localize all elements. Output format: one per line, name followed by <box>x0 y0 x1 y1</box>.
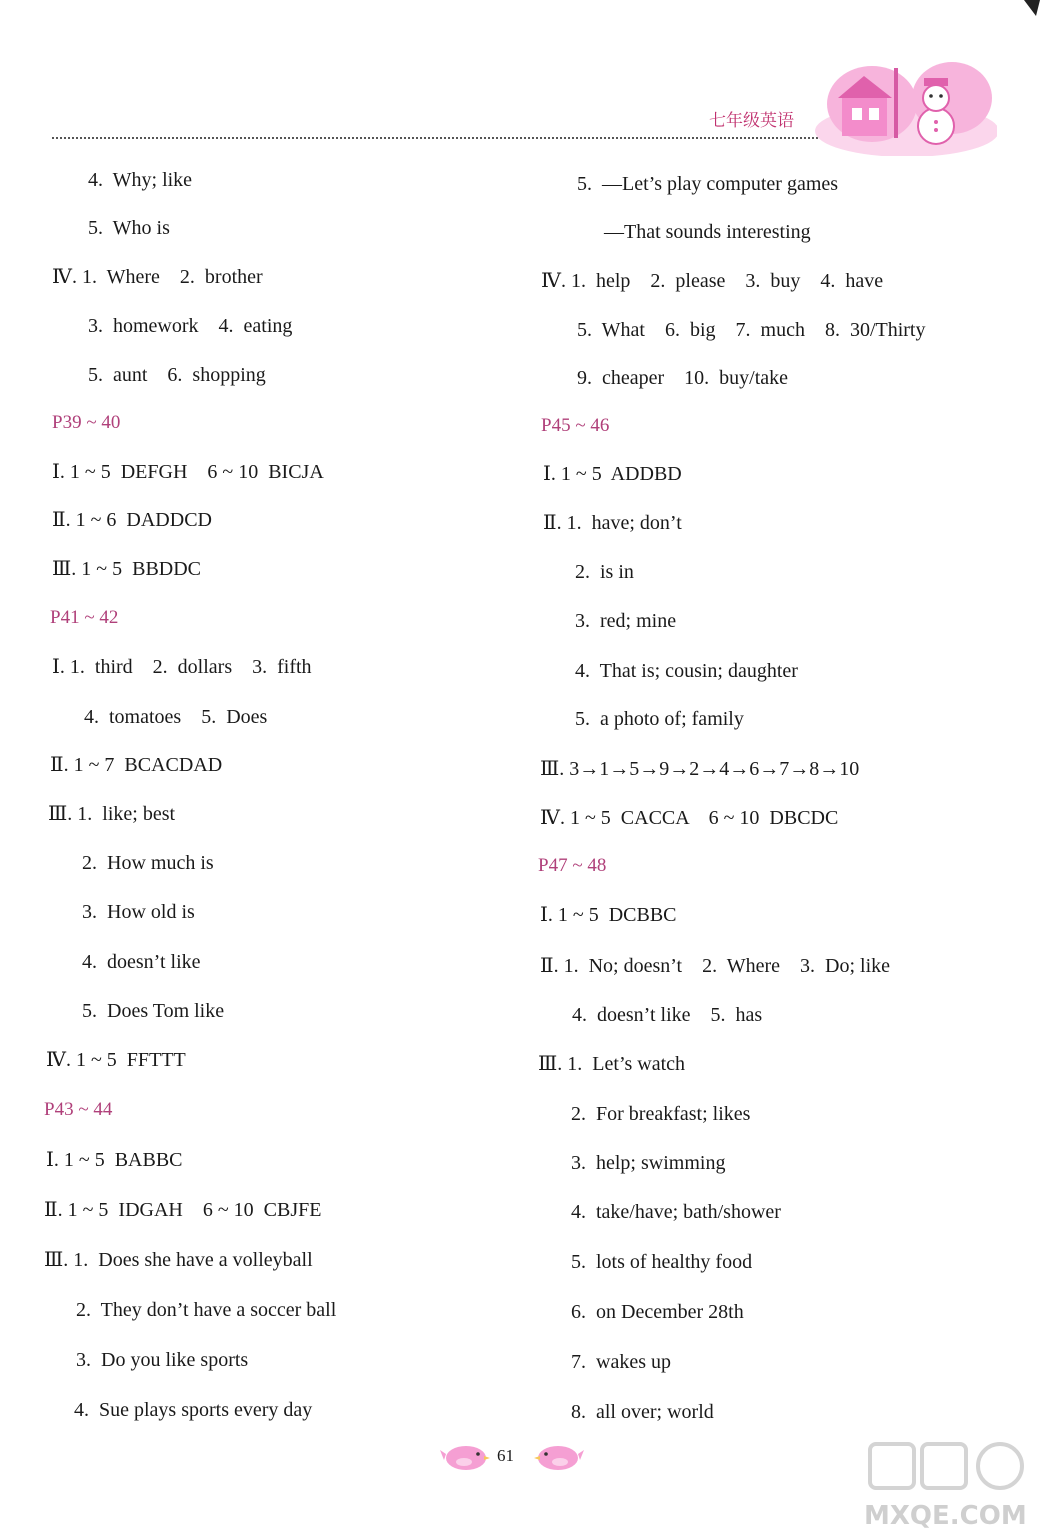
answer-line: Ⅰ. 1 ~ 5 ADDBD <box>543 463 682 485</box>
section-heading: P45 ~ 46 <box>541 415 610 436</box>
watermark-logo-icon <box>860 1440 1040 1532</box>
answer-line: 5. What 6. big 7. much 8. 30/Thirty <box>577 319 926 341</box>
header-dotted-rule <box>52 137 818 139</box>
answer-line: Ⅲ. 1. Let’s watch <box>538 1053 686 1075</box>
answer-line: Ⅱ. 1. have; don’t <box>543 512 682 534</box>
answer-line: 9. cheaper 10. buy/take <box>577 367 789 389</box>
answer-line: 2. is in <box>575 561 634 583</box>
answer-line: 2. They don’t have a soccer ball <box>76 1299 337 1321</box>
answer-line: 5. lots of healthy food <box>571 1251 753 1273</box>
answer-line: 4. Why; like <box>88 169 193 191</box>
answer-line: 3. Do you like sports <box>76 1349 249 1371</box>
answer-line: 4. tomatoes 5. Does <box>84 706 268 728</box>
answer-line: 3. homework 4. eating <box>88 315 293 337</box>
answer-line: 6. on December 28th <box>571 1301 744 1323</box>
watermark-text: MXQE.COM <box>864 1501 1027 1531</box>
answer-line: Ⅰ. 1 ~ 5 DEFGH 6 ~ 10 BICJA <box>52 461 324 483</box>
page-number: 61 <box>497 1446 514 1465</box>
header-title: 七年级英语 <box>709 111 794 131</box>
answer-line: Ⅰ. 1 ~ 5 DCBBC <box>540 904 677 926</box>
answer-line: 4. doesn’t like <box>82 951 201 973</box>
answer-line: 4. Sue plays sports every day <box>74 1399 313 1421</box>
section-heading: P41 ~ 42 <box>50 607 119 628</box>
answer-line: 5. a photo of; family <box>575 708 744 730</box>
answer-line: 3. How old is <box>82 901 195 923</box>
answer-line: Ⅳ. 1 ~ 5 CACCA 6 ~ 10 DBCDC <box>540 807 839 829</box>
corner-mark-icon <box>1022 0 1042 18</box>
answer-line: Ⅳ. 1. Where 2. brother <box>52 266 263 288</box>
answer-line: —That sounds interesting <box>604 221 811 243</box>
answer-line: Ⅲ. 1 ~ 5 BBDDC <box>52 558 202 580</box>
answer-line: 3. red; mine <box>575 610 677 632</box>
answer-line: Ⅳ. 1 ~ 5 FFTTT <box>46 1049 186 1071</box>
answer-line: 8. all over; world <box>571 1401 714 1423</box>
answer-line: 5. aunt 6. shopping <box>88 364 266 386</box>
answer-line: Ⅱ. 1 ~ 6 DADDCD <box>52 509 212 531</box>
answer-line: 5. —Let’s play computer games <box>577 173 839 195</box>
section-heading: P43 ~ 44 <box>44 1099 113 1120</box>
answer-line: 4. take/have; bath/shower <box>571 1201 781 1223</box>
answer-line: Ⅱ. 1 ~ 5 IDGAH 6 ~ 10 CBJFE <box>44 1199 322 1221</box>
answer-line: Ⅱ. 1 ~ 7 BCACDAD <box>50 754 223 776</box>
answer-line: 2. For breakfast; likes <box>571 1103 751 1125</box>
answer-line: Ⅲ. 1. Does she have a volleyball <box>44 1249 313 1271</box>
bird-left-icon <box>440 1440 490 1474</box>
answer-line: Ⅰ. 1 ~ 5 BABBC <box>46 1149 183 1171</box>
bird-right-icon <box>534 1440 584 1474</box>
answer-line: Ⅲ. 3→1→5→9→2→4→6→7→8→10 <box>540 758 860 780</box>
answer-line: 4. That is; cousin; daughter <box>575 660 798 682</box>
answer-line: 5. Who is <box>88 217 170 239</box>
answer-line: 4. doesn’t like 5. has <box>572 1004 763 1026</box>
section-heading: P39 ~ 40 <box>52 412 121 433</box>
answer-line: Ⅲ. 1. like; best <box>48 803 176 825</box>
answer-line: Ⅳ. 1. help 2. please 3. buy 4. have <box>541 270 884 292</box>
answer-line: 2. How much is <box>82 852 214 874</box>
section-heading: P47 ~ 48 <box>538 855 607 876</box>
answer-line: 3. help; swimming <box>571 1152 726 1174</box>
answer-line: Ⅱ. 1. No; doesn’t 2. Where 3. Do; like <box>540 955 891 977</box>
answer-line: 7. wakes up <box>571 1351 671 1373</box>
snowman-house-decoration-icon <box>812 56 997 156</box>
answer-line: Ⅰ. 1. third 2. dollars 3. fifth <box>52 656 312 678</box>
answer-line: 5. Does Tom like <box>82 1000 225 1022</box>
